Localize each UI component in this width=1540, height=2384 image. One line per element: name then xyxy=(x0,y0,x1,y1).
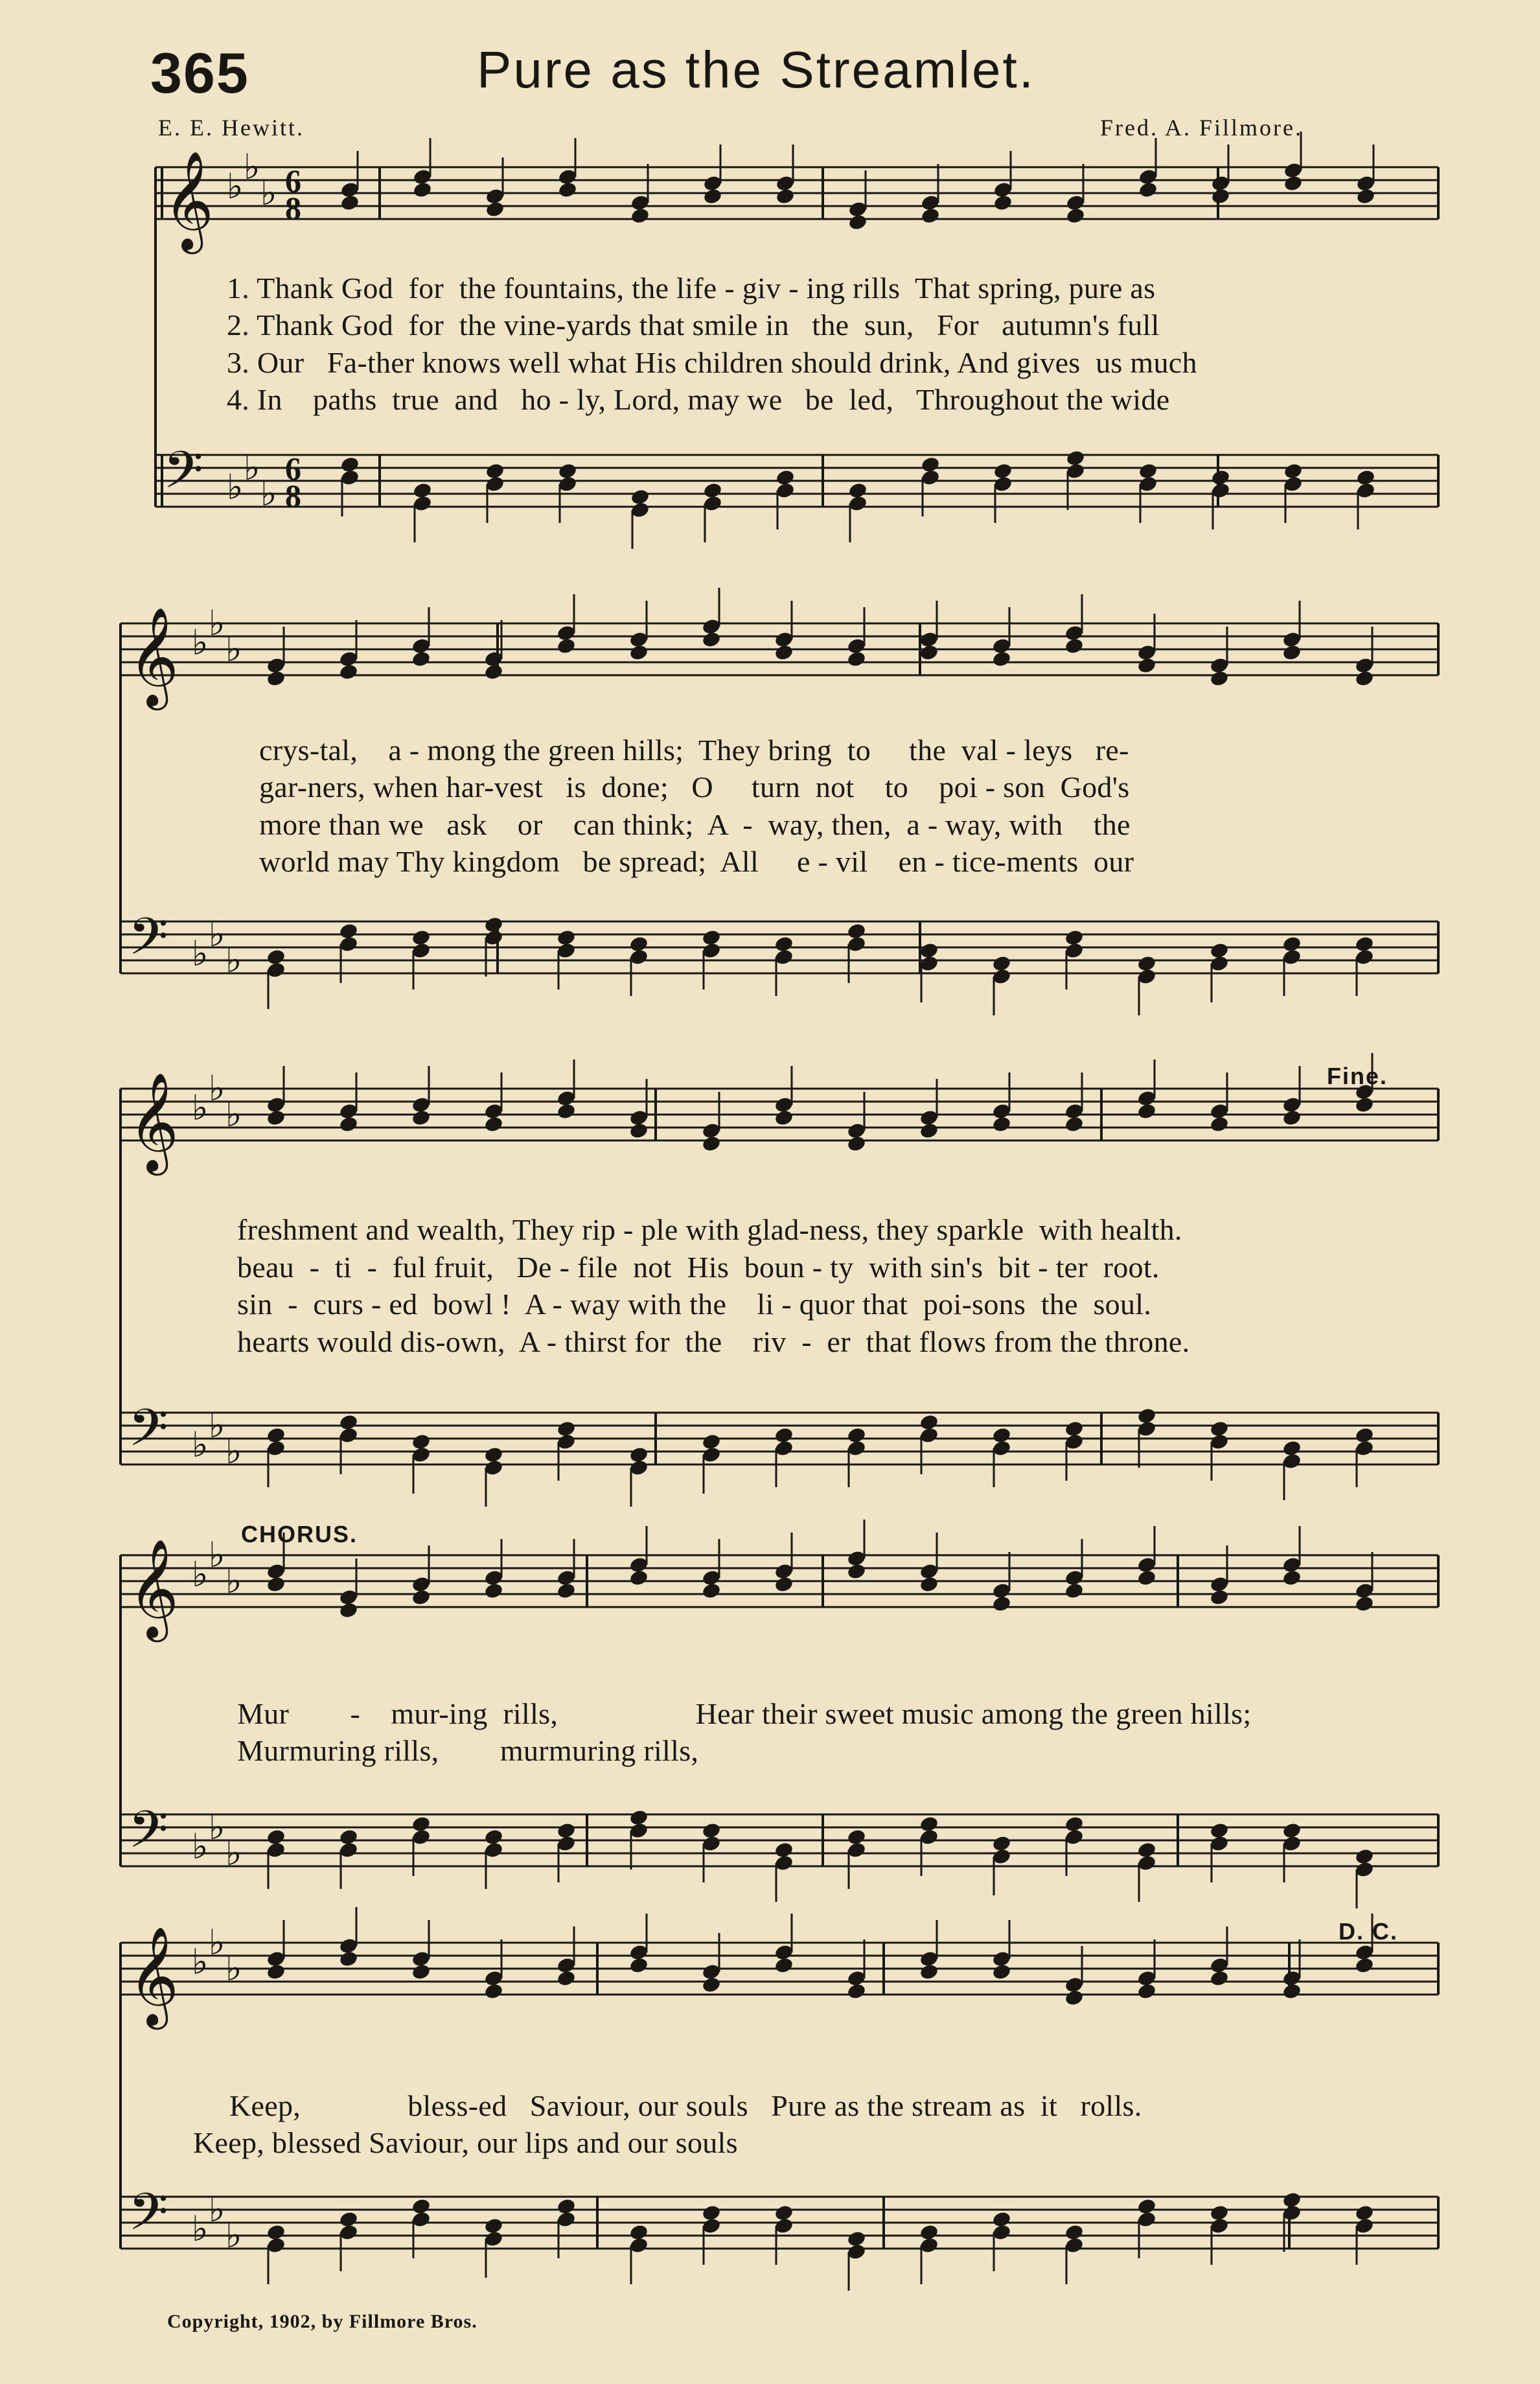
notehead xyxy=(1209,2204,1229,2222)
notehead xyxy=(1209,1115,1229,1133)
flat-icon: ♭ xyxy=(192,2208,209,2249)
notehead xyxy=(991,2210,1011,2228)
notehead xyxy=(1354,669,1374,688)
notehead xyxy=(1281,1822,1302,1840)
hymn-title: Pure as the Streamlet. xyxy=(477,41,1035,98)
composer-credit: Fred. A. Fillmore. xyxy=(1100,115,1303,141)
notehead xyxy=(557,462,577,480)
notehead xyxy=(411,929,431,947)
notehead xyxy=(266,1426,286,1444)
treble-clef-icon: 𝄞 xyxy=(128,1072,179,1172)
notehead xyxy=(919,1122,939,1140)
notehead xyxy=(556,1582,576,1600)
notehead xyxy=(701,1976,721,1994)
notehead xyxy=(702,481,722,500)
notehead xyxy=(774,1575,794,1593)
flat-icon: ♭ xyxy=(192,622,209,663)
notehead xyxy=(628,1809,649,1827)
lyric-chorus-line-2-alt: Keep, blessed Saviour, our lips and our souls xyxy=(193,2126,738,2159)
notehead xyxy=(1283,174,1303,192)
notehead xyxy=(1281,1982,1302,2000)
notehead xyxy=(1064,1420,1084,1438)
flat-icon: ♭ xyxy=(192,1941,209,1982)
treble-clef-icon: 𝄞 xyxy=(128,1926,179,2026)
flat-icon: ♭ xyxy=(225,629,242,669)
notehead xyxy=(846,2230,866,2248)
flat-icon: ♭ xyxy=(225,1094,242,1135)
flat-icon: ♭ xyxy=(209,1068,225,1109)
notehead xyxy=(557,181,577,199)
notehead xyxy=(919,1815,939,1833)
notehead xyxy=(556,1969,576,1987)
notehead xyxy=(266,1109,286,1127)
notehead xyxy=(1065,207,1085,225)
notehead xyxy=(556,1822,576,1840)
bass-clef-icon: 𝄢 xyxy=(128,1398,168,1470)
copyright-notice: Copyright, 1902, by Fillmore Bros. xyxy=(167,2311,477,2332)
flat-icon: ♭ xyxy=(209,2189,225,2230)
notehead xyxy=(1354,935,1374,953)
time-signature-bottom: 8 xyxy=(285,478,301,514)
notehead xyxy=(919,1575,939,1593)
notehead xyxy=(630,207,650,225)
flat-icon: ♭ xyxy=(244,146,260,187)
lyric-verse-4-line-2: world may Thy kingdom be spread; All e - vil en - tice-ments our xyxy=(259,845,1134,878)
notehead xyxy=(846,1426,866,1444)
notehead xyxy=(338,2210,358,2228)
bass-clef-icon: 𝄢 xyxy=(128,2182,168,2254)
notehead xyxy=(483,1982,503,2000)
lyric-verse-1-line-1: 1. Thank God for the fountains, the life - giv - ing rills That spring, pure as xyxy=(227,272,1156,305)
lyric-verse-2-line-3: beau - ti - ful fruit, De - file not His boun - ty with sin's bit - ter root. xyxy=(237,1251,1160,1284)
notehead xyxy=(411,1815,431,1833)
lyric-verse-2-line-1: 2. Thank God for the vine-yards that smile in the sun, For autumn's full xyxy=(227,308,1160,341)
notehead xyxy=(412,181,432,199)
author-credit: E. E. Hewitt. xyxy=(158,115,305,141)
notehead xyxy=(1209,669,1229,688)
notehead xyxy=(411,1963,431,1981)
notehead xyxy=(485,462,505,480)
lyric-verse-3-line-1: 3. Our Fa-ther knows well what His children should drink, And gives us much xyxy=(227,346,1197,379)
notehead xyxy=(774,1841,794,1859)
lyric-verse-3-line-2: more than we ask or can think; A - way, then, a - way, with the xyxy=(259,808,1131,841)
notehead xyxy=(1136,1569,1156,1587)
flat-icon: ♭ xyxy=(260,473,277,514)
flat-icon: ♭ xyxy=(192,1424,209,1465)
bass-clef-icon: 𝄢 xyxy=(128,1800,168,1872)
notehead xyxy=(483,1828,503,1846)
notehead xyxy=(338,1115,358,1133)
notehead xyxy=(1210,469,1230,487)
treble-clef-icon: 𝄞 xyxy=(128,607,179,706)
notehead xyxy=(991,1426,1011,1444)
flat-icon: ♭ xyxy=(225,1431,242,1472)
lyric-verse-4-line-1: 4. In paths true and ho - ly, Lord, may we be led, Throughout the wide xyxy=(227,383,1170,416)
flat-icon: ♭ xyxy=(225,940,242,980)
notehead xyxy=(991,955,1011,973)
lyric-verse-1-line-3: freshment and wealth, They rip - ple with glad-ness, they sparkle with health. xyxy=(237,1213,1182,1246)
notehead xyxy=(1354,1595,1374,1613)
notehead xyxy=(1281,1109,1302,1127)
notehead xyxy=(991,1834,1011,1853)
notehead xyxy=(1281,643,1302,662)
notehead xyxy=(1136,955,1156,973)
notehead xyxy=(993,462,1013,480)
time-signature-bottom: 8 xyxy=(285,190,301,226)
notehead xyxy=(846,922,866,940)
notehead xyxy=(411,1433,431,1451)
notehead xyxy=(1354,1956,1374,1974)
notehead xyxy=(1136,656,1156,675)
notehead xyxy=(411,1588,431,1606)
notehead xyxy=(701,631,721,649)
notehead xyxy=(338,663,358,681)
flat-icon: ♭ xyxy=(244,447,260,488)
notehead xyxy=(1355,187,1375,205)
notehead xyxy=(701,1822,721,1840)
lyric-chorus-line-2: Keep, bless-ed Saviour, our souls Pure as the stream as it rolls. xyxy=(229,2089,1142,2122)
notehead xyxy=(556,1420,576,1438)
notehead xyxy=(556,929,576,947)
notehead xyxy=(1136,1982,1156,2000)
bass-clef-icon: 𝄢 xyxy=(128,907,168,979)
flat-icon: ♭ xyxy=(209,1534,225,1575)
notehead xyxy=(846,1982,866,2000)
notehead xyxy=(411,1109,431,1127)
notehead xyxy=(702,187,722,205)
flat-icon: ♭ xyxy=(209,603,225,643)
lyric-verse-4-line-3: hearts would dis-own, A - thirst for the riv - er that flows from the throne. xyxy=(237,1325,1190,1358)
flat-icon: ♭ xyxy=(192,933,209,974)
notehead xyxy=(774,935,794,953)
notehead xyxy=(701,1582,721,1600)
notehead xyxy=(919,2223,939,2241)
notehead xyxy=(1209,942,1229,960)
notehead xyxy=(1136,1407,1156,1425)
notehead xyxy=(1138,462,1158,480)
notehead xyxy=(919,942,939,960)
notehead xyxy=(920,456,940,474)
lyric-verse-2-line-2: gar-ners, when har-vest is done; O turn not to poi - son God's xyxy=(259,770,1130,804)
chorus-marking: CHORUS. xyxy=(241,1521,358,1547)
notehead xyxy=(483,1582,503,1600)
notehead xyxy=(483,2217,503,2235)
notehead xyxy=(338,1413,358,1431)
notehead xyxy=(338,922,358,940)
notehead xyxy=(991,1595,1011,1613)
notehead xyxy=(847,213,868,231)
notehead xyxy=(701,2204,721,2222)
notehead xyxy=(1283,462,1303,480)
dc-marking: D. C. xyxy=(1339,1918,1399,1945)
notehead xyxy=(846,1828,866,1846)
lyric-chorus-line-1-alt: Murmuring rills, murmuring rills, xyxy=(237,1734,699,1767)
notehead xyxy=(556,1102,576,1120)
notehead xyxy=(1209,1420,1229,1438)
notehead xyxy=(1210,187,1230,205)
hymn-number: 365 xyxy=(150,41,249,105)
notehead xyxy=(846,1562,866,1580)
notehead xyxy=(774,1109,794,1127)
notehead xyxy=(846,1135,866,1153)
notehead xyxy=(483,1115,503,1133)
flat-icon: ♭ xyxy=(209,1405,225,1446)
notehead xyxy=(1355,469,1375,487)
notehead xyxy=(556,637,576,655)
notehead xyxy=(919,1963,939,1981)
flat-icon: ♭ xyxy=(260,172,277,213)
notehead xyxy=(1354,1426,1374,1444)
notehead xyxy=(338,1950,358,1968)
notehead xyxy=(1064,1815,1084,1833)
flat-icon: ♭ xyxy=(225,2215,242,2256)
notehead xyxy=(991,650,1011,668)
notehead xyxy=(701,1135,721,1153)
flat-icon: ♭ xyxy=(209,914,225,955)
notehead xyxy=(628,1122,649,1140)
notehead xyxy=(338,1601,358,1619)
notehead xyxy=(1065,449,1085,467)
notehead xyxy=(266,669,286,688)
notehead xyxy=(485,200,505,218)
notehead xyxy=(628,643,649,662)
flat-icon: ♭ xyxy=(227,166,244,207)
notehead xyxy=(1064,929,1084,947)
notehead xyxy=(1136,1841,1156,1859)
notehead xyxy=(774,1426,794,1444)
flat-icon: ♭ xyxy=(209,1807,225,1847)
notehead xyxy=(774,2204,794,2222)
notehead xyxy=(991,1115,1011,1133)
notehead xyxy=(1209,1822,1229,1840)
notehead xyxy=(1281,2191,1302,2209)
notehead xyxy=(1209,1969,1229,1987)
notehead xyxy=(339,456,360,474)
lyric-verse-3-line-3: sin - curs - ed bowl ! A - way with the li - quor that poi-sons the soul. xyxy=(237,1288,1152,1321)
notehead xyxy=(701,929,721,947)
notehead xyxy=(628,1569,649,1587)
notehead xyxy=(991,1963,1011,1981)
notehead xyxy=(1064,1989,1084,2007)
notehead xyxy=(774,643,794,662)
time-signature-top: 6 xyxy=(285,450,301,487)
notehead xyxy=(266,1828,286,1846)
notehead xyxy=(847,481,868,500)
notehead xyxy=(993,194,1013,212)
flat-icon: ♭ xyxy=(225,1948,242,1989)
notehead xyxy=(1354,1096,1374,1114)
notehead xyxy=(1136,1102,1156,1120)
flat-icon: ♭ xyxy=(225,1560,242,1601)
notehead xyxy=(1064,1115,1084,1133)
notehead xyxy=(266,948,286,966)
notehead xyxy=(628,1956,649,1974)
flat-icon: ♭ xyxy=(192,1826,209,1867)
flat-icon: ♭ xyxy=(192,1554,209,1595)
notehead xyxy=(628,2223,649,2241)
lyric-verse-1-line-2: crys-tal, a - mong the green hills; They bring to the val - leys re- xyxy=(259,734,1129,767)
notehead xyxy=(774,1956,794,1974)
notehead xyxy=(775,187,795,205)
treble-clef-icon: 𝄞 xyxy=(163,150,214,250)
notehead xyxy=(411,2197,431,2216)
notehead xyxy=(1281,1569,1302,1587)
notehead xyxy=(701,1433,721,1451)
notehead xyxy=(628,1446,649,1464)
notehead xyxy=(1138,181,1158,199)
time-signature-top: 6 xyxy=(285,163,301,199)
notehead xyxy=(1354,2204,1374,2222)
notehead xyxy=(266,2223,286,2241)
notehead xyxy=(920,207,940,225)
notehead xyxy=(1136,2197,1156,2216)
notehead xyxy=(1064,1582,1084,1600)
notehead xyxy=(483,916,503,934)
notehead xyxy=(483,1446,503,1464)
notehead xyxy=(266,1575,286,1593)
notehead xyxy=(556,2197,576,2216)
notehead xyxy=(1209,1588,1229,1606)
notehead xyxy=(338,1828,358,1846)
flat-icon: ♭ xyxy=(227,467,244,507)
fine-marking: Fine. xyxy=(1327,1063,1388,1089)
notehead xyxy=(1354,1847,1374,1866)
notehead xyxy=(1064,2223,1084,2241)
notehead xyxy=(846,650,866,668)
flat-icon: ♭ xyxy=(192,1087,209,1128)
notehead xyxy=(630,488,650,506)
notehead xyxy=(1281,935,1302,953)
notehead xyxy=(266,1963,286,1981)
notehead xyxy=(339,194,360,212)
bass-clef-icon: 𝄢 xyxy=(163,440,203,513)
notehead xyxy=(483,663,503,681)
notehead xyxy=(628,935,649,953)
notehead xyxy=(412,481,432,500)
notehead xyxy=(775,469,795,487)
notehead xyxy=(919,1413,939,1431)
lyric-chorus-line-1: Mur - mur-ing rills, Hear their sweet music among the green hills; xyxy=(237,1697,1252,1730)
flat-icon: ♭ xyxy=(209,1922,225,1963)
notehead xyxy=(1064,637,1084,655)
notehead xyxy=(1281,1439,1302,1457)
treble-clef-icon: 𝄞 xyxy=(128,1538,179,1638)
notehead xyxy=(411,650,431,668)
notehead xyxy=(919,643,939,662)
flat-icon: ♭ xyxy=(225,1833,242,1873)
